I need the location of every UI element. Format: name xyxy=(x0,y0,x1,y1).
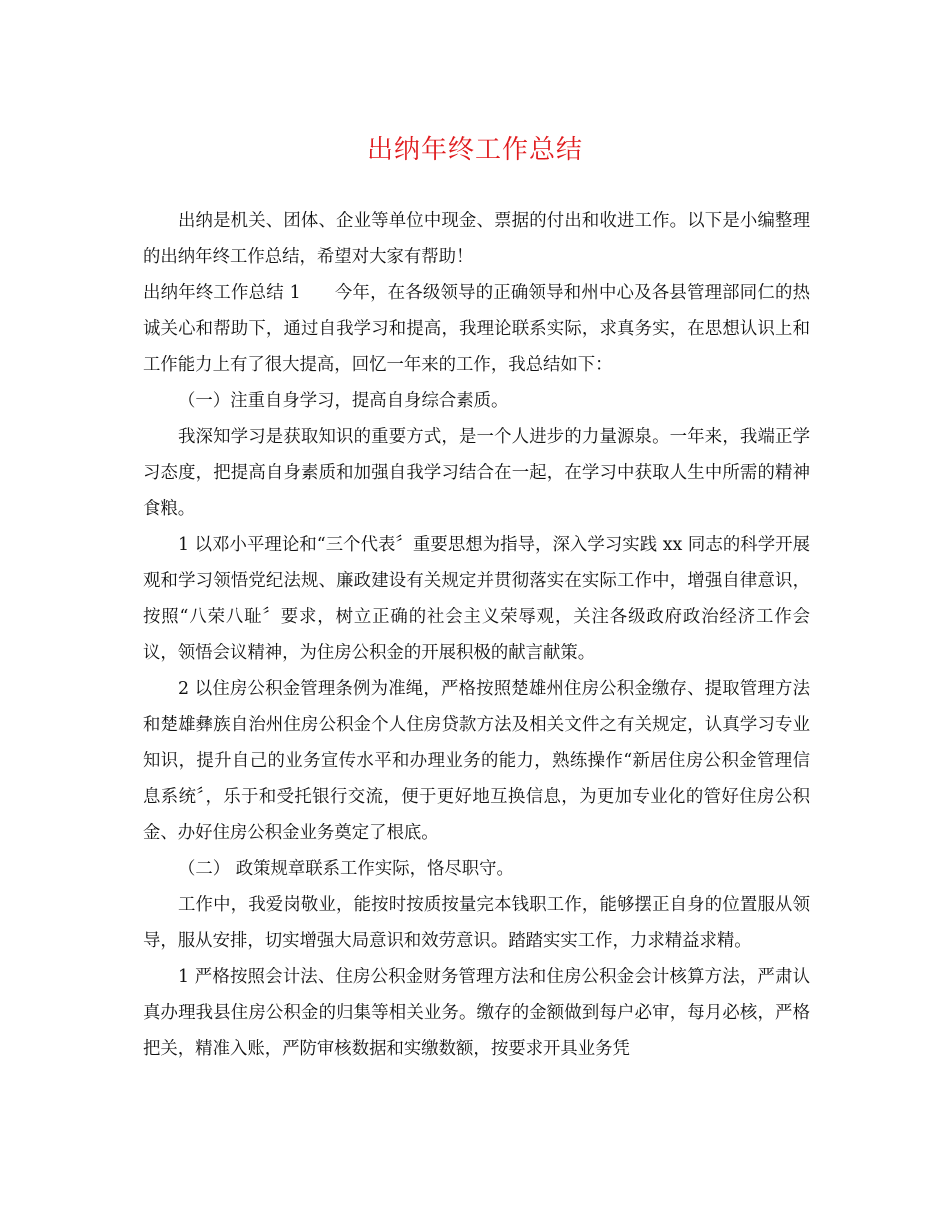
document-body xyxy=(143,203,810,1067)
paragraph-3: 1 以邓小平理论和“三个代表〞重要思想为指导，深入学习实践 xx 同志的科学开展观和学习领悟党纪法规、廉政建设有关规定并贯彻落实在实际工作中，增强自律意识，按照“八荣八耻〞要求，树立正确的社会主义荣辱观，关注各级政府政治经济工作会议，领悟会议精神，为住房公积金的开展积极的献言献策。 xyxy=(143,535,810,663)
heading-2: （二） 政策规章联系工作实际，恪尽职守。 xyxy=(178,859,514,879)
heading-1: （一）注重自身学习，提高自身综合素质。 xyxy=(178,391,509,411)
section-1-paragraph xyxy=(143,275,810,383)
paragraph-4: 2 以住房公积金管理条例为准绳，严格按照楚雄州住房公积金缴存、提取管理方法和楚雄彝族自治州住房公积金个人住房贷款方法及相关文件之有关规定，认真学习专业知识，提升自己的业务宣传水平和办理业务的能力，熟练操作“新居住房公积金管理信息系统〞，乐于和受托银行交流，便于更好地互换信息，为更加专业化的管好住房公积金、办好住房公积金业务奠定了根底。 xyxy=(143,679,810,843)
section-1-label: 出纳年终工作总结 1 xyxy=(143,283,301,303)
intro-paragraph: 出纳是机关、团体、企业等单位中现金、票据的付出和收进工作。以下是小编整理的出纳年终工作总结，希望对大家有帮助！ xyxy=(143,211,810,267)
paragraph-2: 我深知学习是获取知识的重要方式，是一个人进步的力量源泉。一年来，我端正学习态度，把提高自身素质和加强自我学习结合在一起，在学习中获取人生中所需的精神食粮。 xyxy=(143,427,810,519)
document-title: 出纳年终工作总结 xyxy=(366,135,583,165)
section-1-text: 今年，在各级领导的正确领导和州中心及各县管理部同仁的热诚关心和帮助下，通过自我学习和提高，我理论联系实际，求真务实，在思想认识上和工作能力上有了很大提高，回忆一年来的工作，我总结如下： xyxy=(143,283,810,375)
paragraph-6: 1 严格按照会计法、住房公积金财务管理方法和住房公积金会计核算方法，严肃认真办理我县住房公积金的归集等相关业务。缴存的金额做到每户必审，每月必核，严格把关，精准入账，严防审核数据和实缴数额，按要求开具业务凭 xyxy=(143,967,810,1059)
paragraph-5: 工作中，我爱岗敬业，能按时按质按量完本钱职工作，能够摆正自身的位置服从领导，服从安排，切实增强大局意识和效劳意识。踏踏实实工作，力求精益求精。 xyxy=(143,895,810,951)
